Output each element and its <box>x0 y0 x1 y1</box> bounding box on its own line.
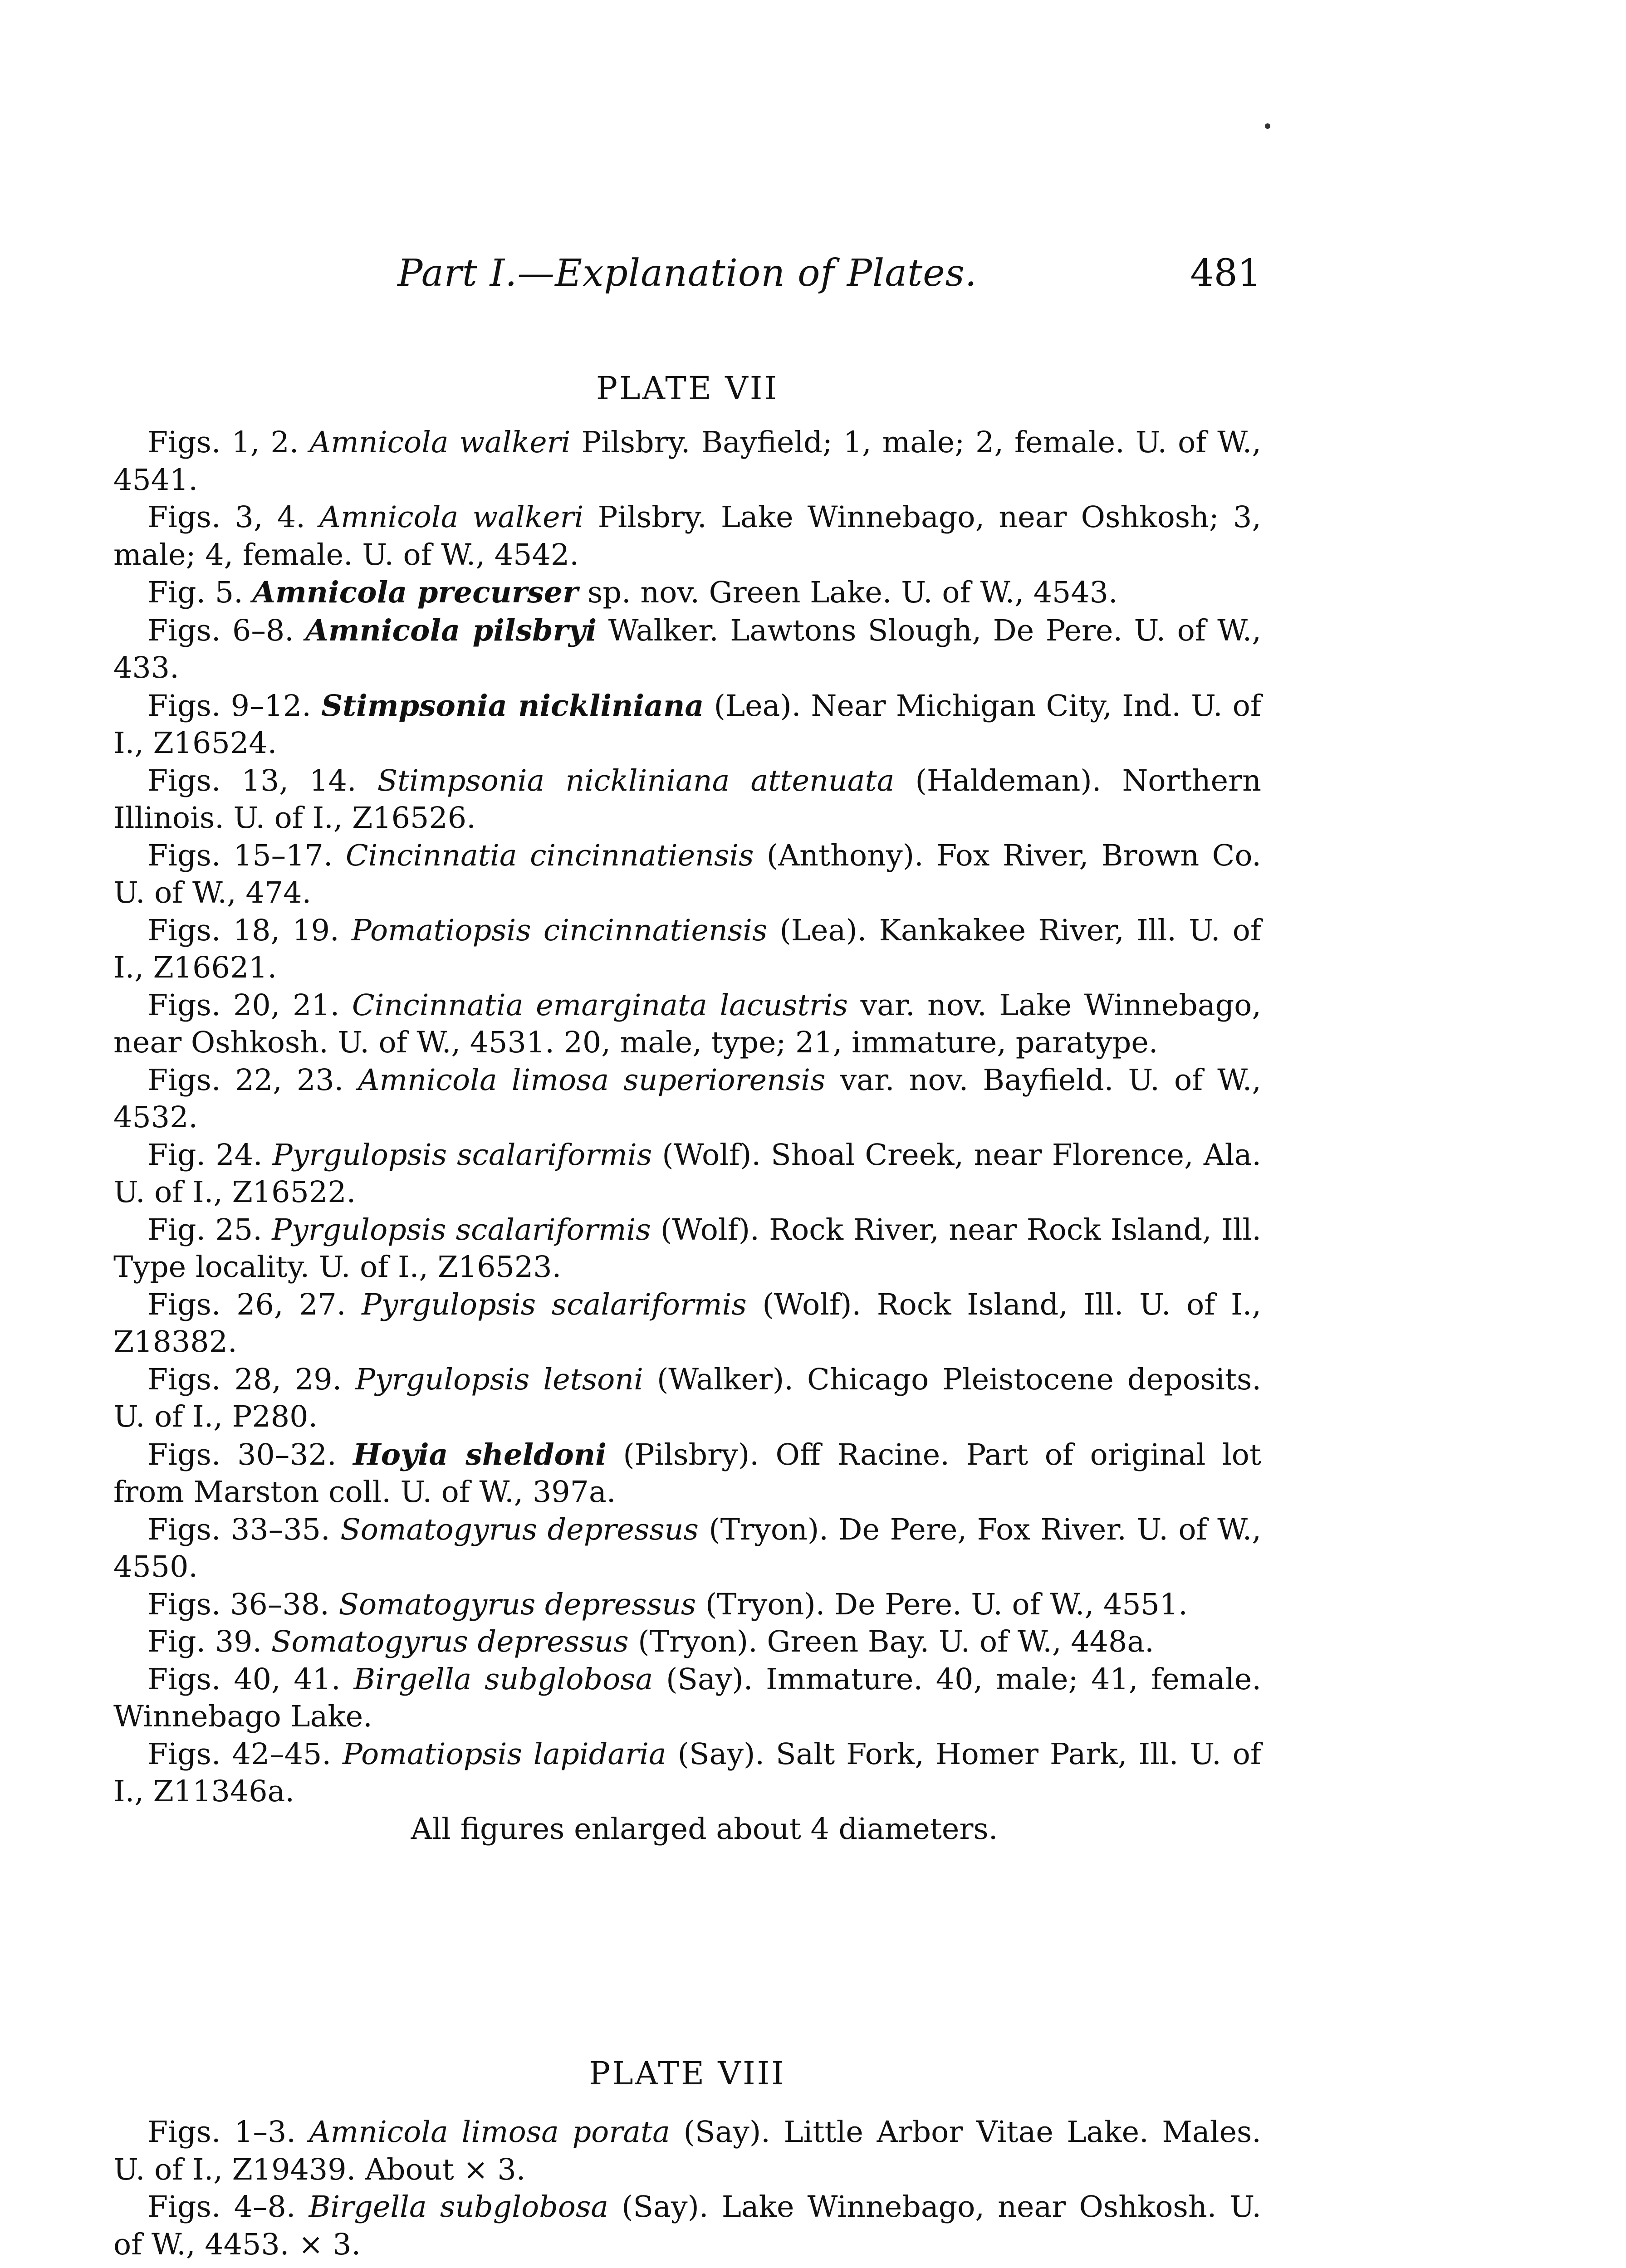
taxon-name: Somatogyrus depressus <box>340 1512 699 1547</box>
plate-entry <box>113 612 1261 687</box>
taxon-name: Amnicola walkeri <box>319 500 584 534</box>
taxon-name: Somatogyrus depressus <box>271 1625 629 1659</box>
figure-number: Figs. 18, 19. <box>147 913 339 948</box>
figure-number: Figs. 30–32. <box>147 1437 337 1472</box>
figure-number: Figs. 22, 23. <box>147 1063 344 1097</box>
page-number: 481 <box>1190 252 1261 295</box>
plate-entry <box>113 1436 1261 1511</box>
figure-number: Figs. 1, 2. <box>147 425 299 459</box>
plate-entry <box>113 574 1261 612</box>
figure-number: Figs. 36–38. <box>147 1587 329 1622</box>
plate-entry <box>113 1062 1261 1137</box>
entry-details: (Tryon). De Pere. U. of W., 4551. <box>696 1587 1188 1622</box>
entry-details: (Pilsbry). Off Racine. Part of original lot from Marston coll. U. of W., 397a. <box>113 1437 1261 1509</box>
plate-entry <box>113 1586 1261 1624</box>
plate-entry <box>113 837 1261 912</box>
plate-entry <box>113 499 1261 574</box>
plate-entry <box>113 987 1261 1062</box>
taxon-name: Amnicola limosa superiorensis <box>358 1063 826 1097</box>
taxon-name: Pomatiopsis cincinnatiensis <box>351 913 768 948</box>
taxon-name: Amnicola walkeri <box>309 425 571 459</box>
plate-entry <box>113 2189 1261 2263</box>
plate-entry <box>113 1736 1261 1811</box>
figure-number: Fig. 25. <box>147 1212 262 1247</box>
plate-entry <box>113 763 1261 837</box>
running-header <box>113 252 1261 302</box>
figure-number: Figs. 40, 41. <box>147 1662 341 1696</box>
plate-entry <box>113 2114 1261 2189</box>
entry-details: (Lea). Near Michigan City, Ind. U. of I., Z16524. <box>113 689 1261 760</box>
entry-details: (Tryon). Green Bay. U. of W., 448a. <box>628 1625 1154 1659</box>
taxon-name: Amnicola precurser <box>252 575 578 610</box>
figure-number: Figs. 26, 27. <box>147 1287 346 1322</box>
taxon-name: Cincinnatia emarginata lacustris <box>352 988 848 1022</box>
entry-details: (Say). Lake Winnebago, near Oshkosh. U. of W., 4453. × 3. <box>113 2190 1261 2262</box>
entry-details: (Say). Salt Fork, Homer Park, Ill. U. of I., Z11346a. <box>113 1737 1261 1809</box>
entry-details: (Haldeman). Northern Illinois. U. of I., Z16526. <box>113 763 1261 835</box>
entry-details: Pilsbry. Lake Winnebago, near Oshkosh; 3, male; 4, female. U. of W., 4542. <box>113 500 1261 572</box>
plate-entry <box>113 687 1261 763</box>
taxon-name: Pyrgulopsis letsoni <box>355 1362 643 1397</box>
taxon-name: Cincinnatia cincinnatiensis <box>345 838 754 873</box>
plate-entry <box>113 912 1261 987</box>
taxon-name: Amnicola limosa porata <box>309 2115 670 2149</box>
figure-number: Figs. 6–8. <box>147 613 294 648</box>
taxon-name: Pyrgulopsis scalariformis <box>272 1138 652 1172</box>
plate-entry <box>113 1361 1261 1436</box>
entry-details: sp. nov. Green Lake. U. of W., 4543. <box>578 576 1118 610</box>
taxon-name: Somatogyrus depressus <box>338 1587 696 1622</box>
plate-entry <box>113 1661 1261 1736</box>
entry-details: (Say). Little Arbor Vitae Lake. Males. U. of I., Z19439. About × 3. <box>113 2115 1261 2187</box>
plate-viii-entries <box>113 2114 1261 2263</box>
entry-details: (Wolf). Shoal Creek, near Florence, Ala. U. of I., Z16522. <box>113 1138 1261 1209</box>
running-title: Part I.—Explanation of Plates. <box>397 252 977 295</box>
plate-vii-entries <box>113 424 1261 1848</box>
entry-details: var. nov. Lake Winnebago, near Oshkosh. U. of W., 4531. 20, male, type; 21, immature, paratype. <box>113 988 1261 1060</box>
entry-details: (Say). Immature. 40, male; 41, female. Winnebago Lake. <box>113 1662 1261 1734</box>
figure-number: Figs. 42–45. <box>147 1737 332 1771</box>
entry-details: Pilsbry. Bayfield; 1, male; 2, female. U. of W., 4541. <box>113 425 1261 497</box>
entry-details: (Wolf). Rock Island, Ill. U. of I., Z18382. <box>113 1287 1261 1359</box>
speck-mark <box>1265 123 1270 129</box>
entry-details: (Wolf). Rock River, near Rock Island, Ill. Type locality. U. of I., Z16523. <box>113 1212 1262 1284</box>
taxon-name: Birgella subglobosa <box>309 2190 609 2224</box>
plate-entry <box>113 424 1261 499</box>
plate-entry <box>113 1511 1261 1586</box>
figure-number: Figs. 4–8. <box>147 2190 296 2224</box>
entry-details: (Anthony). Fox River, Brown Co. U. of W., 474. <box>113 838 1261 910</box>
taxon-name: Stimpsonia nickliniana attenuata <box>377 763 895 798</box>
taxon-name: Amnicola pilsbryi <box>305 613 597 648</box>
figure-number: Figs. 9–12. <box>147 689 311 723</box>
figure-number: Fig. 5. <box>147 576 243 610</box>
figure-number: Fig. 39. <box>147 1625 262 1659</box>
plate-entry <box>113 1212 1261 1286</box>
taxon-name: Pomatiopsis lapidaria <box>343 1737 666 1771</box>
entry-details: (Lea). Kankakee River, Ill. U. of I., Z16621. <box>113 913 1261 985</box>
figure-number: Figs. 28, 29. <box>147 1362 342 1397</box>
figure-number: Figs. 3, 4. <box>147 500 305 534</box>
figure-number: Figs. 13, 14. <box>147 763 357 798</box>
taxon-name: Stimpsonia nickliniana <box>321 688 704 723</box>
figure-number: Figs. 1–3. <box>147 2115 296 2149</box>
figure-number: Figs. 15–17. <box>147 838 333 873</box>
plate-viii-heading: PLATE VIII <box>589 2055 786 2092</box>
taxon-name: Hoyia sheldoni <box>353 1437 607 1472</box>
plate-entry <box>113 1286 1261 1361</box>
taxon-name: Pyrgulopsis scalariformis <box>272 1212 651 1247</box>
figure-number: Figs. 33–35. <box>147 1512 330 1547</box>
plate-entry <box>113 1137 1261 1212</box>
entry-details: (Tryon). De Pere, Fox River. U. of W., 4550. <box>113 1512 1261 1584</box>
entry-details: var. nov. Bayfield. U. of W., 4532. <box>113 1063 1261 1134</box>
entry-details: Walker. Lawtons Slough, De Pere. U. of W., 433. <box>113 613 1261 685</box>
plate-note: All figures enlarged about 4 diameters. <box>411 1812 998 1846</box>
plate-vii-heading: PLATE VII <box>596 370 779 407</box>
figure-number: Figs. 20, 21. <box>147 988 340 1022</box>
figure-number: Fig. 24. <box>147 1138 263 1172</box>
taxon-name: Pyrgulopsis scalariformis <box>362 1287 747 1322</box>
plate-entry <box>113 1623 1261 1661</box>
entry-details: (Walker). Chicago Pleistocene deposits. U. of I., P280. <box>113 1362 1261 1434</box>
taxon-name: Birgella subglobosa <box>353 1662 653 1696</box>
